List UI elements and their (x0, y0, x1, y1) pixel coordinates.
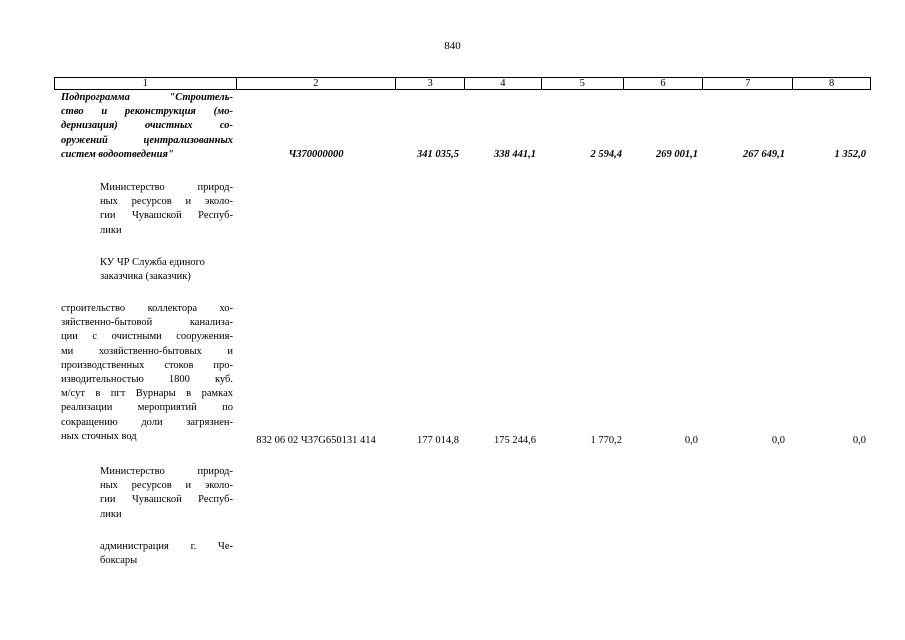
construction-value-col7: 0,0 (771, 435, 785, 446)
text-line: гии Чувашской Респуб- (100, 494, 233, 506)
header-col-8: 8 (792, 78, 870, 89)
text-line: зяйственно-бытовой канализа- (61, 317, 233, 329)
text-line: лики (100, 224, 122, 236)
header-col-7: 7 (702, 78, 792, 89)
construction-code: 832 06 02 Ч37G650131 414 (256, 435, 376, 446)
text-line: строительство коллектора хо- (61, 303, 233, 314)
subprogram-value-col8: 1 352,0 (834, 149, 866, 160)
table-header-row (54, 77, 871, 90)
text-line: систем водоотведения" (61, 148, 174, 160)
subprogram-value-col4: 338 441,1 (494, 149, 536, 160)
text-line: дернизация) очистных со- (61, 120, 233, 132)
header-col-4: 4 (464, 78, 541, 89)
text-line: изводительностью 1800 куб. (61, 374, 233, 386)
construction-value-col6: 0,0 (684, 435, 698, 446)
subprogram-value-col7: 267 649,1 (743, 149, 785, 160)
text-line: Подпрограмма "Строитель- (61, 92, 233, 103)
header-col-6: 6 (623, 78, 703, 89)
text-line: ных ресурсов и эколо- (100, 196, 233, 208)
text-line: Министерство природ- (100, 466, 233, 477)
text-line: заказчика (заказчик) (100, 271, 191, 283)
text-line: реализации мероприятий по (61, 402, 233, 414)
administration-cheboksary (100, 540, 233, 568)
construction-value-col3: 177 014,8 (417, 435, 459, 446)
subprogram-code: Ч370000000 (288, 149, 344, 160)
construction-value-col4: 175 244,6 (494, 435, 536, 446)
header-col-5: 5 (541, 78, 623, 89)
text-line: гии Чувашской Респуб- (100, 210, 233, 222)
subprogram-value-col3: 341 035,5 (417, 149, 459, 160)
header-col-2: 2 (236, 78, 396, 89)
text-line: производственных стоков про- (61, 359, 233, 371)
budget-table (54, 77, 871, 90)
text-line: ных сточных вод (61, 430, 137, 442)
header-col-3: 3 (395, 78, 464, 89)
construction-value-col5: 1 770,2 (590, 435, 622, 446)
header-col-1: 1 (142, 78, 148, 89)
ministry-natural-resources-1 (100, 181, 233, 238)
subprogram-value-col5: 2 594,4 (590, 149, 622, 160)
text-line: м/сут в пгт Вурнары в рамках (61, 388, 233, 400)
construction-description (61, 302, 233, 444)
ministry-natural-resources-2 (100, 465, 233, 522)
text-line: ство и реконструкция (мо- (61, 106, 233, 118)
text-line: боксары (100, 555, 138, 567)
subprogram-title (61, 91, 233, 162)
ku-single-customer-service (100, 256, 233, 284)
text-line: сокращению доли загрязнен- (61, 416, 233, 428)
construction-value-col8: 0,0 (852, 435, 866, 446)
text-line: ных ресурсов и эколо- (100, 480, 233, 492)
text-line: оружений централизованных (61, 134, 233, 146)
text-line: Министерство природ- (100, 182, 233, 193)
text-line: КУ ЧР Служба единого (100, 257, 205, 268)
text-line: ции с очистными сооружения- (61, 331, 233, 343)
subprogram-value-col6: 269 001,1 (656, 149, 698, 160)
text-line: ми хозяйственно-бытовых и (61, 345, 233, 357)
text-line: администрация г. Че- (100, 541, 233, 552)
text-line: лики (100, 508, 122, 520)
page-number: 840 (444, 40, 461, 52)
